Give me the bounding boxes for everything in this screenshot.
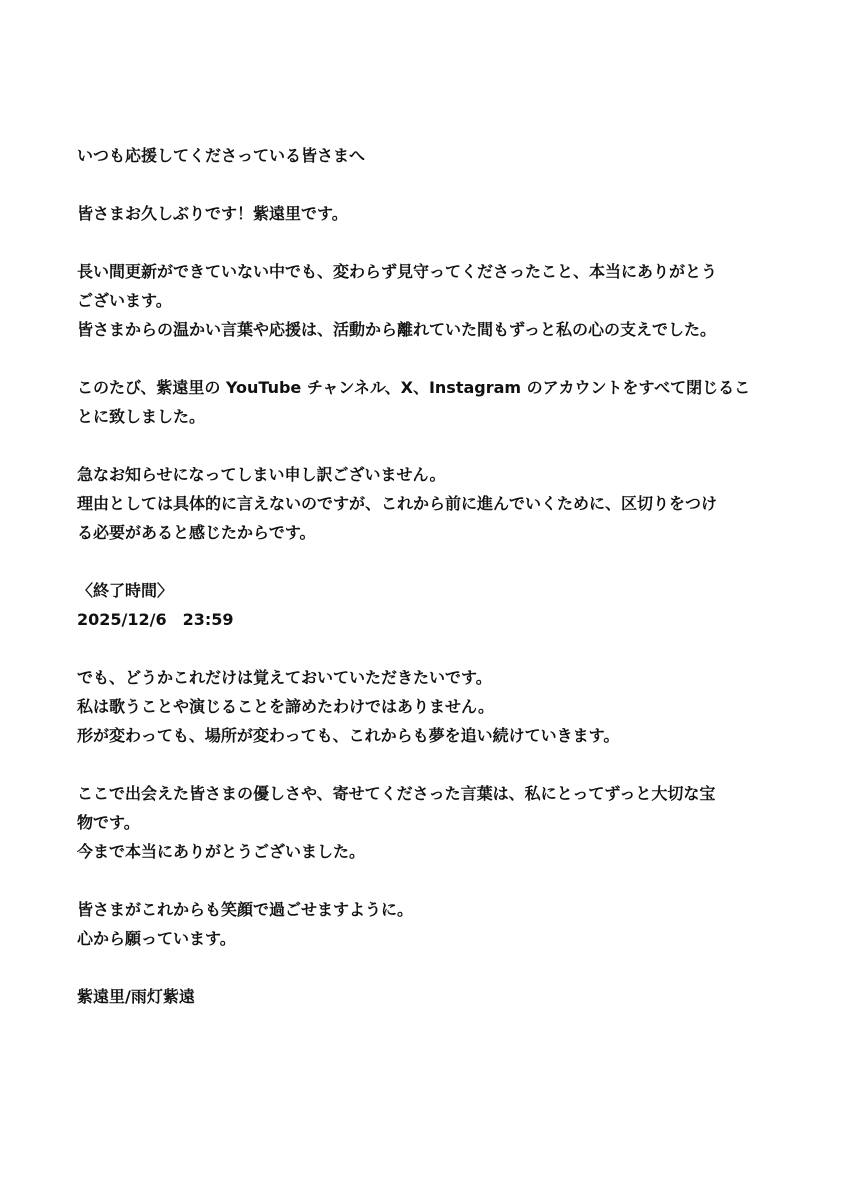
- signature: 紫遠里/雨灯紫遠: [77, 987, 195, 1006]
- thanks-line: 皆さまからの温かい言葉や応援は、活動から離れていた間もずっと私の心の支えでした。: [77, 320, 717, 339]
- apology-line: 理由としては具体的に言えないのですが、これから前に進んでいくために、区切りをつけ: [77, 494, 718, 513]
- gratitude-line: 物です。: [77, 813, 140, 832]
- apology-line: る必要があると感じたからです。: [77, 523, 316, 542]
- dreams-line: でも、どうかこれだけは覚えておいていただきたいです。: [77, 668, 492, 687]
- dreams-line: 私は歌うことや演じることを諦めたわけではありません。: [77, 697, 494, 716]
- announcement-paragraph: [77, 373, 787, 431]
- announcement-line: このたび、紫遠里の YouTube チャンネル、X、Instagram のアカウントをすべて閉じるこ: [77, 378, 751, 397]
- thanks-paragraph: [77, 257, 787, 344]
- gratitude-line: ここで出会えた皆さまの優しさや、寄せてくださった言葉は、私にとってずっと大切な宝: [77, 784, 716, 803]
- wishes-line: 皆さまがこれからも笑顔で過ごせますように。: [77, 900, 414, 919]
- greeting-paragraph: [77, 141, 787, 170]
- wishes-line: 心から願っています。: [77, 929, 236, 948]
- thanks-line: ございます。: [77, 291, 172, 310]
- signature-block: [77, 982, 787, 1011]
- apology-line: 急なお知らせになってしまい申し訳ございません。: [77, 465, 446, 484]
- intro-line: 皆さまお久しぶりです！紫遠里です。: [77, 204, 348, 223]
- wishes-paragraph: [77, 895, 787, 953]
- end-time-value: 2025/12/6 23:59: [77, 610, 234, 629]
- announcement-line: とに致しました。: [77, 407, 206, 426]
- thanks-line: 長い間更新ができていない中でも、変わらず見守ってくださったこと、本当にありがとう: [77, 262, 718, 281]
- intro-paragraph: [77, 199, 787, 228]
- gratitude-line: 今まで本当にありがとうございました。: [77, 842, 366, 861]
- end-time-label: 〈終了時間〉: [77, 581, 174, 600]
- end-time-block: [77, 576, 787, 634]
- dreams-paragraph: [77, 663, 787, 750]
- gratitude-paragraph: [77, 779, 787, 866]
- apology-paragraph: [77, 460, 787, 547]
- dreams-line: 形が変わっても、場所が変わっても、これからも夢を追い続けていきます。: [77, 726, 620, 745]
- letter-body: [77, 141, 787, 1011]
- greeting-line: いつも応援してくださっている皆さまへ: [77, 146, 366, 165]
